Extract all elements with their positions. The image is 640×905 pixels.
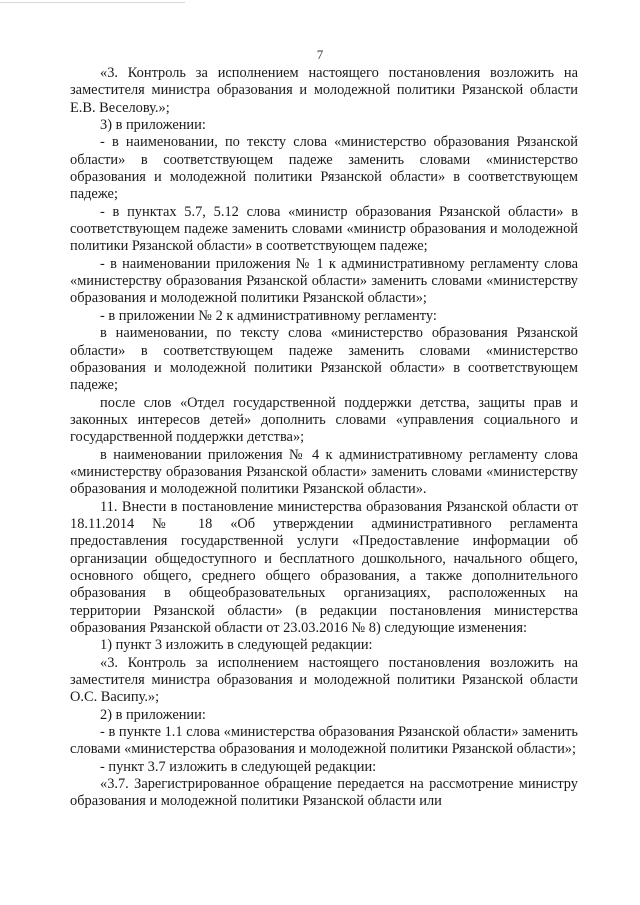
- paragraph-control-clause: «3. Контроль за исполнением настоящего постановления возложить на заместителя министра образования и молодежной политики Рязанской области Е.В. Веселову.»;: [70, 65, 578, 116]
- paragraph-annex-2-heading: - в приложении № 2 к административному регламенту:: [100, 307, 437, 324]
- page-number: 7: [316, 47, 324, 62]
- scan-edge-line: [0, 2, 185, 3]
- paragraph-point-3-7-heading: - пункт 3.7 изложить в следующей редакции:: [100, 758, 377, 775]
- paragraph-annex-1-name: - в наименовании приложения № 1 к административному регламенту слова «министерству образования Рязанской области» заменить словами «министерству образования и молодежной политики Рязанской области»;: [70, 255, 578, 307]
- paragraph-item-11: 11. Внести в постановление министерства образования Рязанской области от 18.11.2014 № 18 «Об утверждении административного регламента предоставления государственной услуги «Предоставление информации об организации общедоступного и бесплатного дошкольного, начального общего, основного общего, среднего общего образования, а также дополнительного образования в общеобразовательных организациях, расположенных на территории Рязанской области» (в редакции постановления министерства образования Рязанской области от 23.03.2016 № 8) следующие изменения:: [70, 498, 578, 636]
- paragraph-department-addition: после слов «Отдел государственной поддержки детства, защиты прав и законных интересов детей» дополнить словами «управления социального и государственной поддержки детства»;: [70, 394, 578, 446]
- paragraph-appendix-heading-2: 2) в приложении:: [100, 706, 206, 723]
- paragraph-points-5-7-5-12: - в пунктах 5.7, 5.12 слова «министр образования Рязанской области» в соответствующем падеже заменить словами «министр образования и молодежной политики Рязанской области» в соответствующем падеже;: [70, 203, 578, 255]
- paragraph-control-clause-2: «3. Контроль за исполнением настоящего постановления возложить на заместителя министра образования и молодежной политики Рязанской области О.С. Васипу.»;: [70, 654, 578, 706]
- paragraph-name-replacement: - в наименовании, по тексту слова «министерство образования Рязанской области» в соответствующем падеже заменить словами «министерство образования и молодежной политики Рязанской области» в соответствующем падеже;: [70, 134, 578, 203]
- paragraph-appendix-heading: 3) в приложении:: [100, 117, 206, 134]
- paragraph-point-3-heading: 1) пункт 3 изложить в следующей редакции:: [100, 637, 373, 654]
- paragraph-annex-4-name: в наименовании приложения № 4 к административному регламенту слова «министерству образования Рязанской области» заменить словами «министерству образования и молодежной политики Рязанской области».: [70, 446, 578, 498]
- paragraph-annex-2-name: в наименовании, по тексту слова «министерство образования Рязанской области» в соответствующем падеже заменить словами «министерство образования и молодежной политики Рязанской области» в соответствующем падеже;: [70, 325, 578, 394]
- paragraph-point-1-1: - в пункте 1.1 слова «министерства образования Рязанской области» заменить словами «министерства образования и молодежной политики Рязанской области»;: [70, 724, 578, 758]
- paragraph-point-3-7-text: «3.7. Зарегистрированное обращение передается на рассмотрение министру образования и молодежной политики Рязанской области или: [70, 776, 578, 810]
- document-body: [70, 65, 578, 811]
